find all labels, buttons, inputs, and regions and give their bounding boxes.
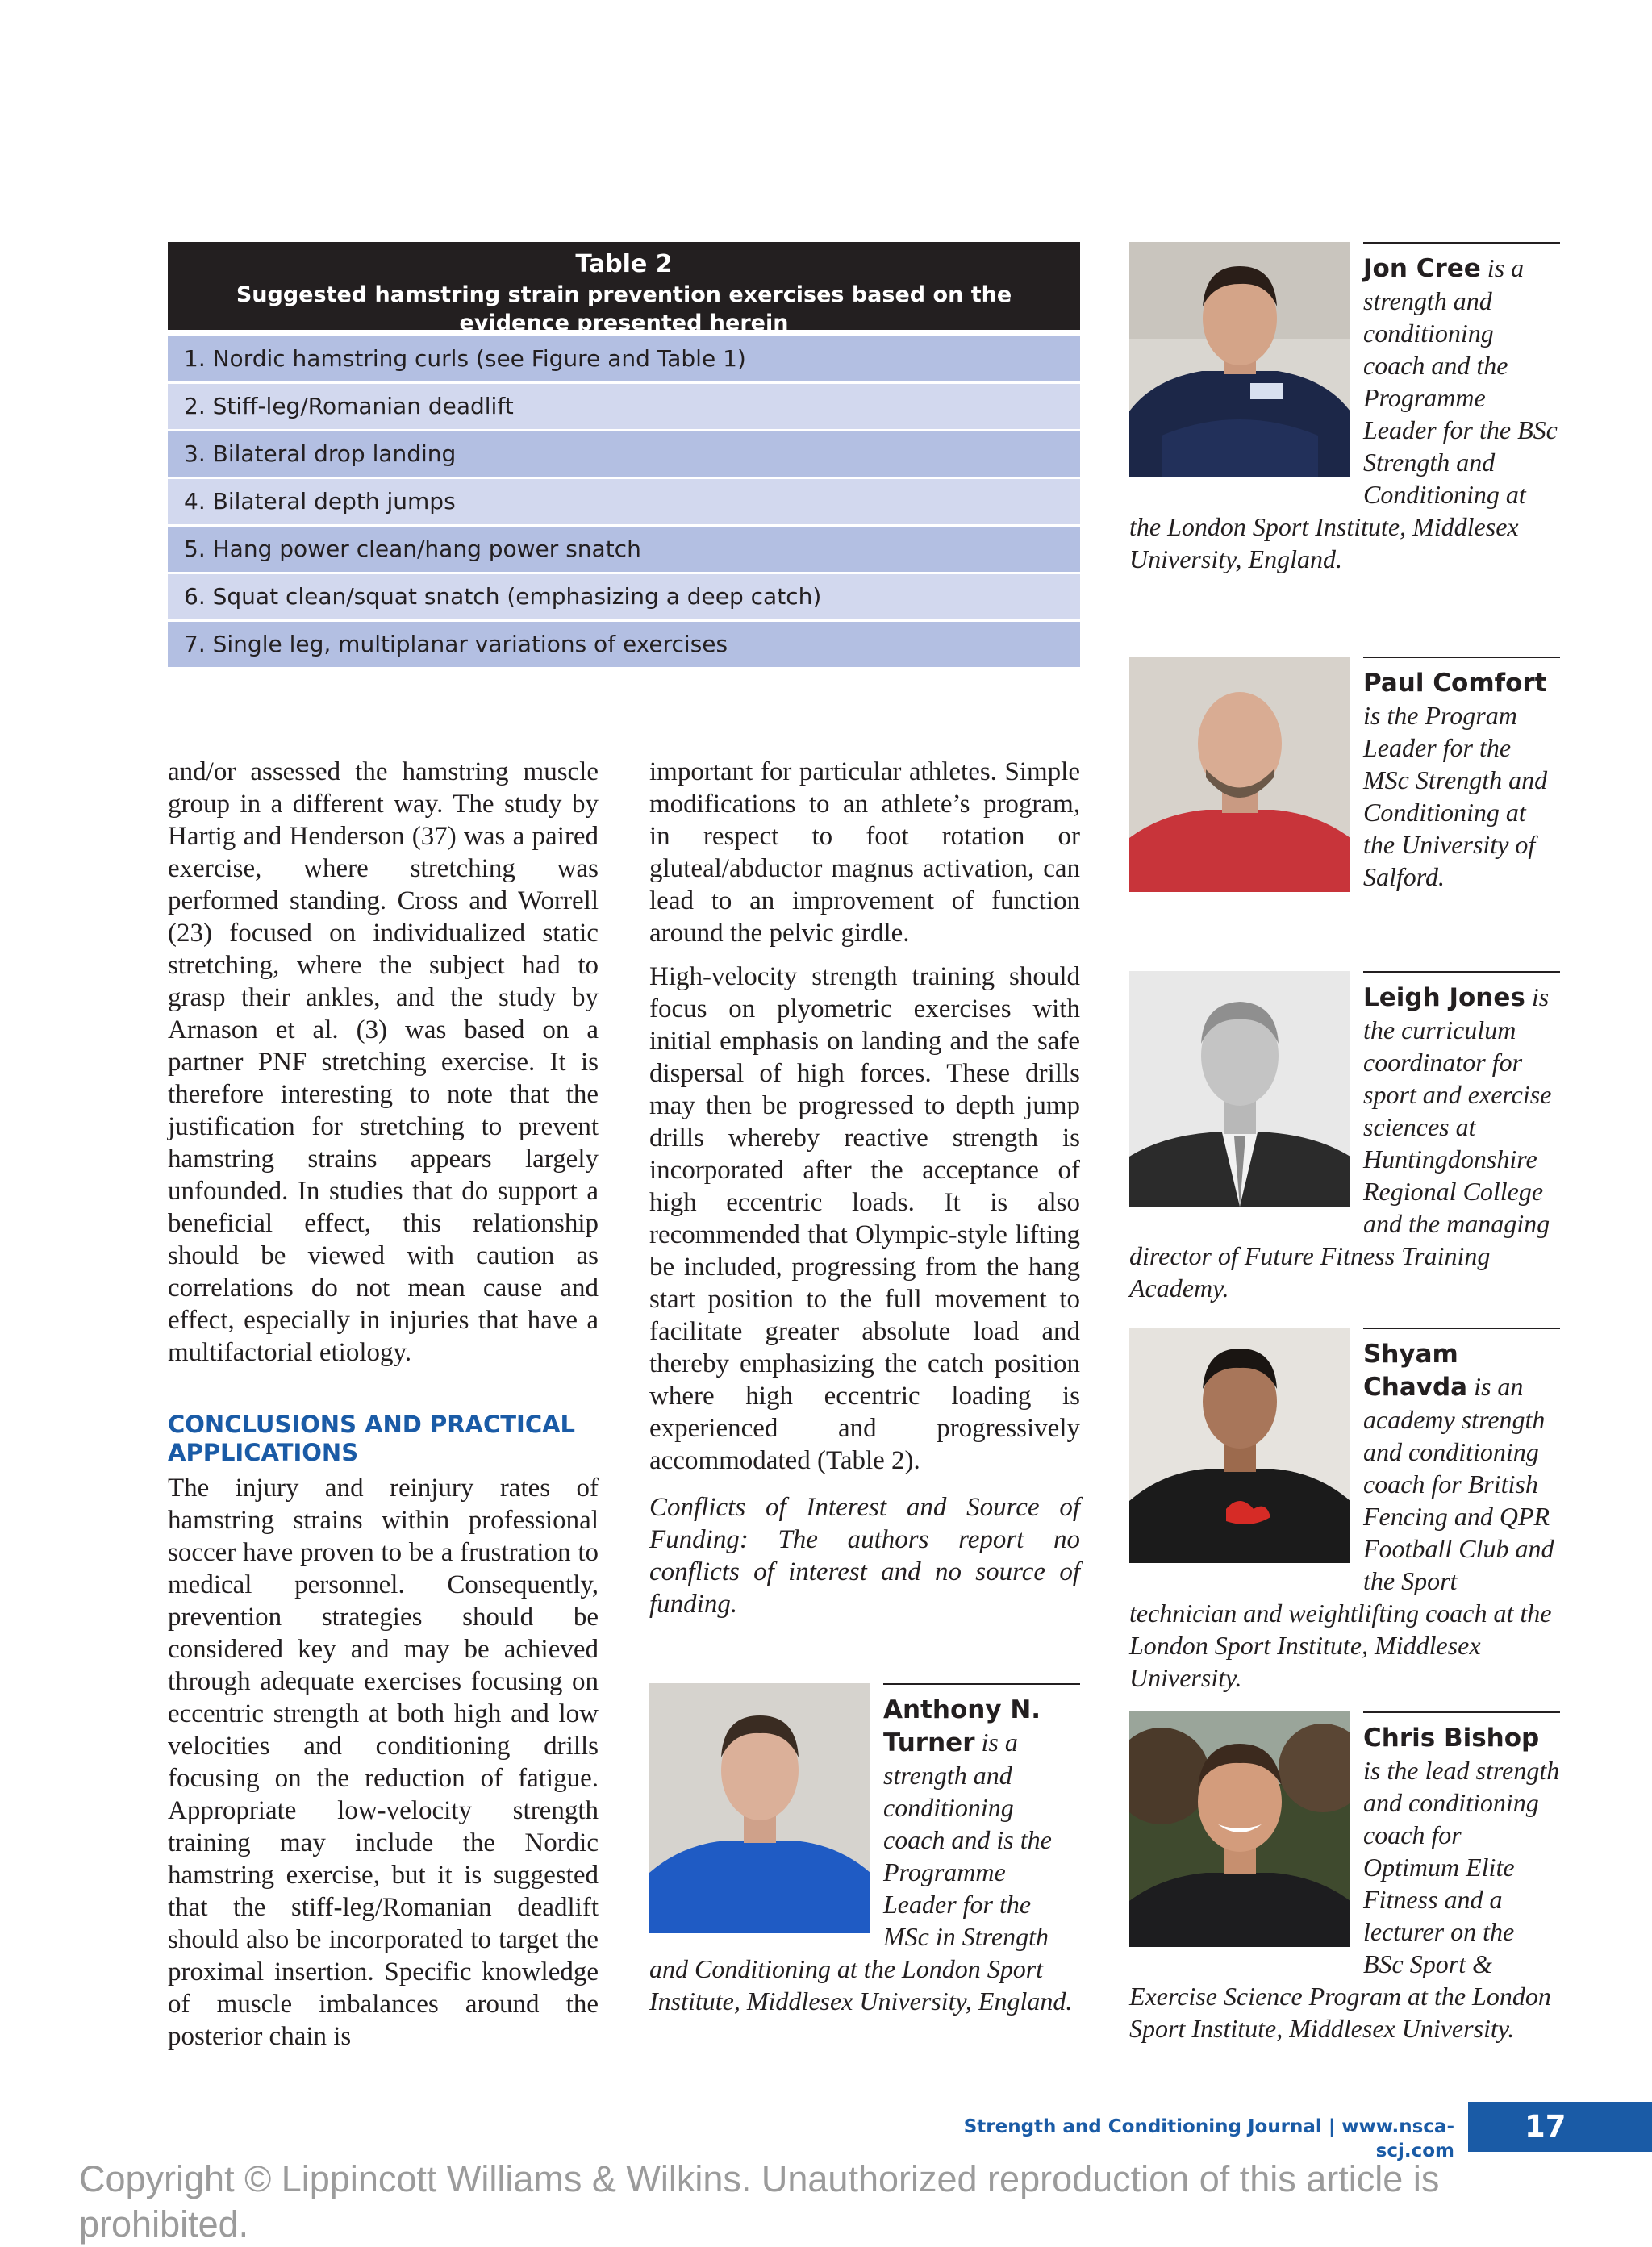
bio-description: the curriculum coordinator for sport and exercise sciences at Huntingdonshire Regional College and the managing director of Future Fitness Training Academy.	[1129, 1015, 1552, 1303]
table-row: 2. Stiff-leg/Romanian deadlift	[168, 384, 1080, 429]
table-row: 5. Hang power clean/hang power snatch	[168, 527, 1080, 572]
bio-is: is	[1363, 701, 1381, 730]
bio-rule	[1363, 242, 1560, 244]
author-name: Paul Comfort	[1363, 669, 1547, 698]
bio-rule	[1363, 971, 1560, 973]
bio-is: is	[1363, 1756, 1381, 1785]
bio-text	[1129, 252, 1560, 575]
table-number: Table 2	[575, 250, 673, 278]
bio-is: is	[1480, 253, 1505, 282]
author-name: Shyam Chavda	[1363, 1340, 1468, 1402]
bio-rule	[883, 1683, 1080, 1685]
bio-description: the lead strength and conditioning coach for Optimum Elite Fitness and a lecturer on the BSc Sport & Exercise Science Program at the London Sport Institute, Middlesex University.	[1129, 1756, 1560, 2043]
bio-description: a strength and conditioning coach and the Programme Leader for the BSc Strength and Conditioning at the London Sport Institute, Middlesex University, England.	[1129, 253, 1558, 573]
body-column-2	[649, 756, 1080, 1620]
copyright-notice: Copyright © Lippincott Williams & Wilkins. Unauthorized reproduction of this article is prohibited.	[79, 2158, 1440, 2245]
body-paragraph: important for particular athletes. Simple modifications to an athlete’s program, in respect to foot rotation or gluteal/abductor magnus activation, can lead to an improvement of function around the pelvic girdle.	[649, 757, 1080, 948]
body-paragraph: High-velocity strength training should focus on plyometric exercises with initial emphasis on landing and the safe dispersal of high forces. These drills may then be progressed to depth jump drills whereby reactive strength is incorporated after the acceptance of high eccentric loads. It is also recommended that Olympic-style lifting be included, progressing from the hang start position to the full movement to facilitate greater absolute load and thereby emphasizing the catch position where high eccentric loading is experienced and progressively accommodated (Table 2).	[649, 962, 1080, 1475]
body-paragraph: The injury and reinjury rates of hamstring strains within professional soccer have proven to be a frustration to medical personnel. Consequently, prevention strategies should be considered key and may be achieved through adequate exercises focusing on eccentric strength at both high and low velocities and conditioning drills focusing on the reduction of fatigue. Appropriate low-velocity strength training may include the Nordic hamstring exercise, but it is suggested that the stiff-leg/Romanian deadlift should also be incorporated to target the proximal insertion. Specific knowledge of muscle imbalances around the posterior chain is	[168, 1474, 599, 2051]
page-number: 17	[1468, 2102, 1652, 2152]
table-2	[168, 242, 1080, 669]
funding-statement: Conflicts of Interest and Source of Funding: The authors report no conflicts of interest and no source of funding.	[649, 1493, 1080, 1619]
bio-is: is	[1525, 982, 1550, 1011]
bio-text	[649, 1693, 1080, 2017]
section-heading: CONCLUSIONS AND PRACTICAL APPLICATIONS	[168, 1411, 576, 1466]
bio-rule	[1363, 1711, 1560, 1713]
body-column-1	[168, 756, 599, 2053]
table-row: 6. Squat clean/squat snatch (emphasizing a deep catch)	[168, 574, 1080, 619]
table-row: 4. Bilateral depth jumps	[168, 479, 1080, 524]
bio-description: is an academy strength and conditioning coach for British Fencing and QPR Football Club and the Sport technician and weightlifting coach at the London Sport Institute, Middlesex University.	[1129, 1372, 1554, 1692]
author-name: Jon Cree	[1363, 254, 1481, 283]
author-name: Anthony N. Turner	[883, 1695, 1041, 1757]
bio-text	[1129, 1337, 1560, 1694]
bio-is: is	[974, 1728, 999, 1757]
bio-rule	[1363, 657, 1560, 658]
table-header	[168, 242, 1080, 336]
bio-text	[1129, 1721, 1560, 2045]
bio-description: a strength and conditioning coach and is the Programme Leader for the MSc in Strength and Conditioning at the London Sport Institute, Middlesex University, England.	[649, 1728, 1073, 2016]
body-paragraph: and/or assessed the hamstring muscle group in a different way. The study by Hartig and Henderson (37) was a paired exercise, where stretching was performed standing. Cross and Worrell (23) focused on individualized static stretching, where the subject had to grasp their ankles, and the study by Arnason et al. (3) was based on a partner PNF stretching exercise. It is therefore interesting to note that the justification for stretching to prevent hamstring strains appears largely unfounded. In studies that do support a beneficial effect, this relationship should be viewed with caution as correlations do not mean cause and effect, especially in injuries that have a multifactorial etiology.	[168, 757, 599, 1367]
bio-rule	[1363, 1328, 1560, 1329]
table-row: 1. Nordic hamstring curls (see Figure and Table 1)	[168, 336, 1080, 381]
author-name: Leigh Jones	[1363, 983, 1525, 1012]
bio-text	[1129, 666, 1560, 902]
table-caption: Suggested hamstring strain prevention exercises based on the evidence presented herein	[236, 282, 1012, 336]
table-row: 3. Bilateral drop landing	[168, 431, 1080, 477]
author-name: Chris Bishop	[1363, 1724, 1540, 1753]
table-row: 7. Single leg, multiplanar variations of exercises	[168, 622, 1080, 667]
bio-description: the Program Leader for the MSc Strength and Conditioning at the University of Salford.	[1363, 701, 1548, 891]
table-rows	[168, 336, 1080, 667]
journal-footer: Strength and Conditioning Journal | www.nsca-scj.com	[963, 2116, 1454, 2162]
bio-text	[1129, 981, 1560, 1304]
